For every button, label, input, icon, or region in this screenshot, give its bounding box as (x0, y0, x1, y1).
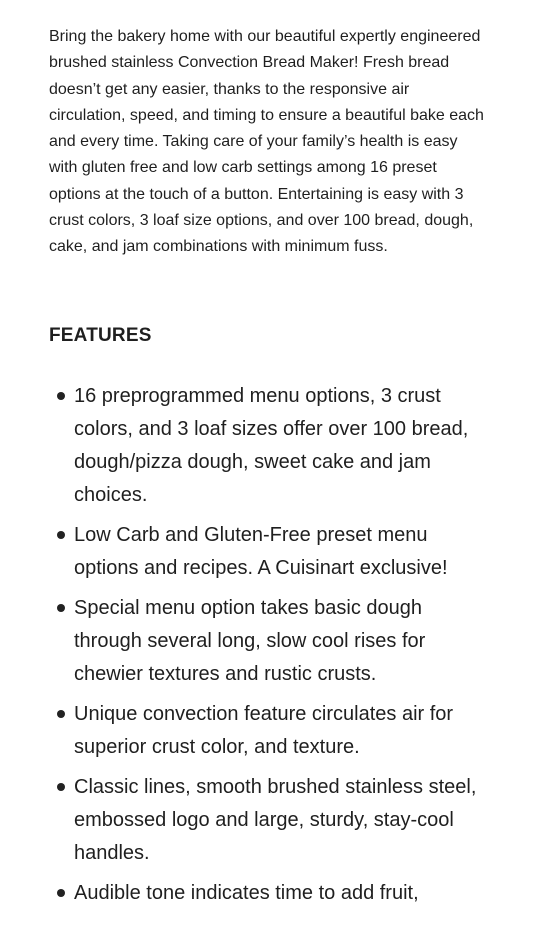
feature-item (49, 380, 489, 512)
bullet-dot-icon (57, 392, 65, 400)
feature-text: Low Carb and Gluten-Free preset menu options and recipes. A Cuisinart exclusive! (74, 523, 448, 579)
features-heading: FEATURES (49, 324, 152, 346)
bullet-dot-icon (57, 531, 65, 539)
product-details (49, 24, 489, 917)
feature-text: Classic lines, smooth brushed stainless steel, embossed logo and large, sturdy, stay-cool handles. (74, 775, 477, 864)
feature-text: Audible tone indicates time to add fruit, (74, 881, 419, 904)
feature-text: Unique convection feature circulates air for superior crust color, and texture. (74, 702, 454, 758)
bullet-dot-icon (57, 889, 65, 897)
bullet-dot-icon (57, 604, 65, 612)
product-description: Bring the bakery home with our beautiful expertly engineered brushed stainless Convection Bread Maker! Fresh bread doesn’t get any easier, thanks to the responsive air circulation, speed, and timing to ensure a beautiful bake each and every time. Taking care of your family’s health is easy with gluten free and low carb settings among 16 preset options at the touch of a button. Entertaining is easy with 3 crust colors, 3 loaf size options, and over 100 bread, dough, cake, and jam combinations with minimum fuss. (49, 28, 484, 256)
feature-item (49, 877, 489, 910)
feature-text: Special menu option takes basic dough through several long, slow cool rises for chewier textures and rustic crusts. (74, 596, 426, 685)
feature-item (49, 519, 489, 585)
feature-text: 16 preprogrammed menu options, 3 crust colors, and 3 loaf sizes offer over 100 bread, dough/pizza dough, sweet cake and jam choices. (74, 384, 469, 506)
feature-item (49, 771, 489, 870)
bullet-dot-icon (57, 783, 65, 791)
features-list (49, 380, 489, 910)
bullet-dot-icon (57, 710, 65, 718)
feature-item (49, 592, 489, 691)
feature-item (49, 698, 489, 764)
